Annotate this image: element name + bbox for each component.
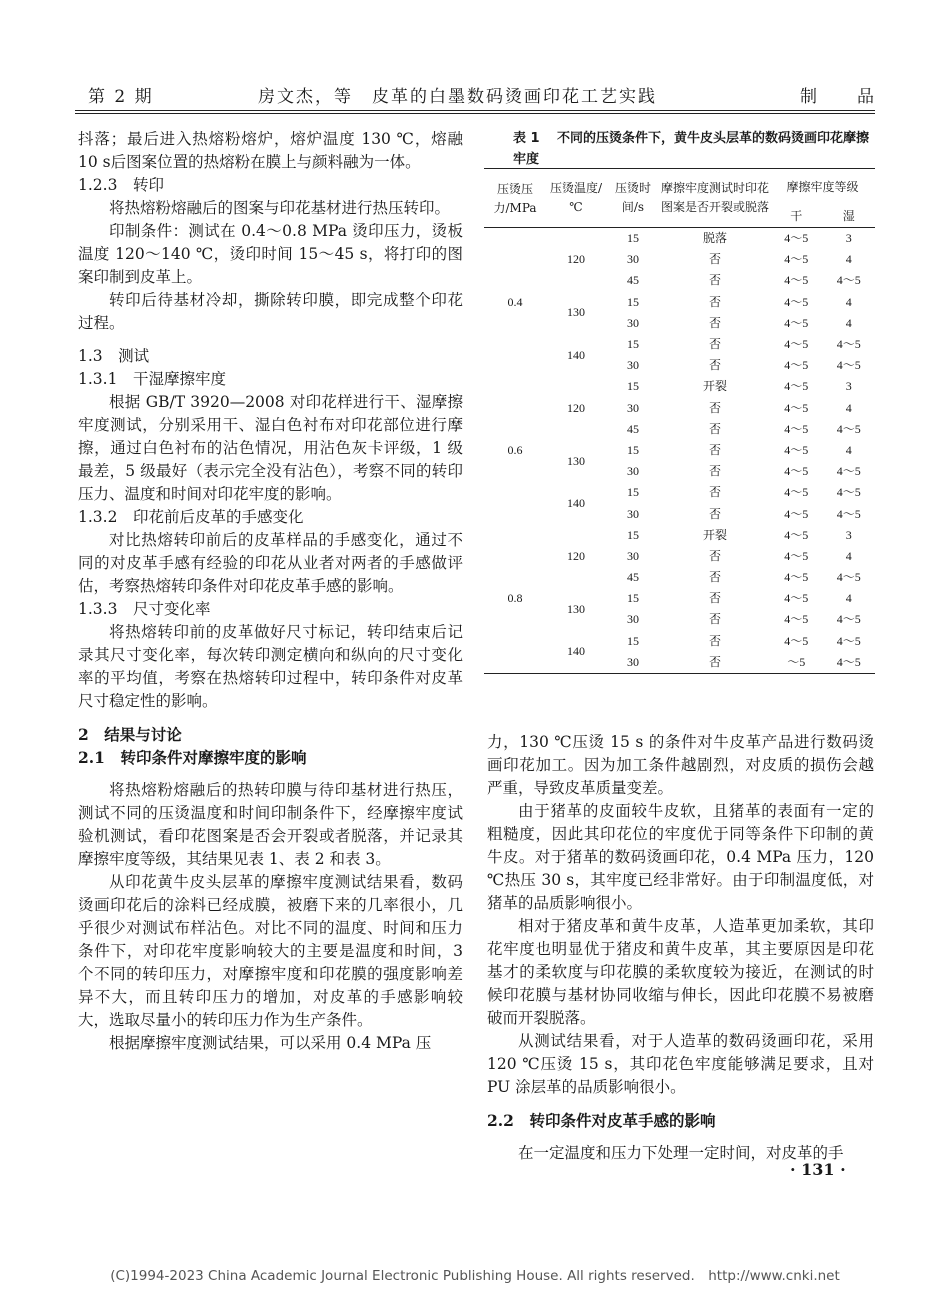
table1-caption: [513, 128, 873, 170]
cell-crack: 否: [708, 485, 721, 500]
cell-dry: 4～5: [784, 591, 809, 606]
cell-wet: 4: [845, 400, 852, 415]
cell-dry: 4～5: [784, 273, 809, 288]
cell-pressure: 0.8: [484, 525, 546, 674]
paragraph: 抖落；最后进入热熔粉熔炉，熔炉温度 130 ℃，熔融 10 s后图案位置的热熔粉在膜上与颜料融为一体。: [78, 130, 463, 171]
cell-time: 30: [627, 464, 639, 479]
cell-crack: 否: [708, 612, 721, 627]
cell-crack: 否: [708, 337, 721, 352]
section-heading: 2.2 转印条件对皮革手感的影响: [487, 1111, 716, 1130]
paragraph: 相对于猪皮革和黄牛皮革，人造革更加柔软，其印花牢度也明显优于猪皮和黄牛皮革，其主要原因是印花基才的柔软度与印花膜的柔软度较为接近，在测试的时候印花膜与基材协同收缩与伸长，因此印花膜不易被磨破而开裂脱落。: [487, 917, 874, 1027]
cell-dry: 4～5: [784, 570, 809, 585]
cell-time: 45: [627, 570, 639, 585]
cell-wet: 4～5: [836, 421, 861, 436]
cell-crack: 否: [708, 570, 721, 585]
cell-wet: 4～5: [836, 570, 861, 585]
cell-temp: 120: [567, 400, 585, 415]
cell-dry: 4～5: [784, 294, 809, 309]
th-temp: 压烫温度/℃: [546, 169, 606, 228]
cell-dry: 4～5: [784, 400, 809, 415]
paragraph-gap: [487, 1132, 874, 1142]
header-rule-thin: [75, 113, 875, 114]
cell-time: 30: [627, 315, 639, 330]
cell-temp: 130: [567, 305, 585, 320]
paragraph: 印制条件：测试在 0.4～0.8 MPa 烫印压力，烫板温度 120～140 ℃，烫印时间 15～45 s，将打印的图案印制到皮革上。: [78, 222, 463, 286]
cell-crack: 否: [708, 442, 721, 457]
copyright-footer: (C)1994-2023 China Academic Journal Electronic Publishing House. All rights reserved. http://www.cnki.net: [110, 1268, 840, 1284]
cell-time: 15: [627, 442, 639, 457]
cell-wet: 4～5: [836, 358, 861, 373]
paragraph: 由于猪革的皮面较牛皮软，且猪革的表面有一定的粗糙度，因此其印花位的牢度优于同等条件下印制的黄牛皮。对于猪革的数码烫画印花，0.4 MPa 压力，120 ℃热压 30 s，其牢度已经非常好。由于印制温度低，对猪革的品质影响很小。: [487, 802, 874, 912]
cell-time: 15: [627, 485, 639, 500]
paragraph: 在一定温度和压力下处理一定时间，对皮革的手: [518, 1144, 844, 1162]
right-column: [487, 731, 874, 1165]
cell-time: 45: [627, 273, 639, 288]
header-rule-thick: [75, 110, 875, 111]
paragraph-gap: [487, 1099, 874, 1109]
cell-dry: ～5: [770, 652, 822, 674]
cell-temp: 140: [567, 347, 585, 362]
paragraph: 将热熔转印前的皮革做好尺寸标记，转印结束后记录其尺寸变化率，每次转印测定横向和纵向的尺寸变化率的平均值，考察在热熔转印过程中，转印条件对皮革尺寸稳定性的影响。: [78, 623, 463, 710]
cell-crack: 否: [708, 273, 721, 288]
table1-body: [484, 228, 875, 674]
cell-wet: 4～5: [836, 612, 861, 627]
page-number: · 131 ·: [790, 1160, 846, 1179]
cell-wet: 3: [845, 379, 852, 394]
cell-crack: 否: [708, 464, 721, 479]
th-crack: 摩擦牢度测试时印花图案是否开裂或脱落: [660, 169, 770, 228]
cell-crack: 否: [708, 294, 721, 309]
cell-dry: 4～5: [784, 358, 809, 373]
paragraph-gap: [78, 713, 463, 723]
paragraph: 从印花黄牛皮头层革的摩擦牢度测试结果看，数码烫画印花后的涂料已经成膜，被磨下来的几率很小，几乎很少对测试布样沾色。对比不同的温度、时间和压力条件下，对印花牢度影响较大的主要是温度和时间，3 个不同的转印压力，对摩擦牢度和印花膜的强度影响差异不大，而且转印压力的增加，对皮革的手感影响较大，选取尽量小的转印压力作为生产条件。: [78, 873, 463, 1029]
paragraph: 将热熔粉熔融后的热转印膜与待印基材进行热压，测试不同的压烫温度和时间印制条件下，经摩擦牢度试验机测试，看印花图案是否会开裂或者脱落，并记录其摩擦牢度等级，其结果见表 1、表 2 和表 3。: [78, 781, 463, 868]
cell-dry: 4～5: [784, 442, 809, 457]
cell-crack: 否: [708, 252, 721, 267]
cell-time: 30: [606, 652, 660, 674]
subsection-heading: 1.3.2 印花前后皮革的手感变化: [78, 508, 304, 526]
paragraph: 从测试结果看，对于人造革的数码烫画印花，采用 120 ℃压烫 15 s，其印花色牢度能够满足要求，且对 PU 涂层革的品质影响很小。: [487, 1032, 874, 1096]
cell-crack: 否: [708, 400, 721, 415]
cell-time: 15: [627, 337, 639, 352]
cell-wet: 4～5: [836, 506, 861, 521]
cell-wet: 4: [845, 548, 852, 563]
table-row: [484, 376, 875, 397]
cell-crack: 脱落: [702, 231, 727, 246]
table-row: [484, 228, 875, 250]
paragraph: 转印后待基材冷却，撕除转印膜，即完成整个印花过程。: [78, 291, 463, 332]
cell-temp: 130: [567, 601, 585, 616]
cell-time: 15: [627, 633, 639, 648]
subsection-heading: 1.3.1 干湿摩擦牢度: [78, 370, 226, 388]
cell-wet: 4: [845, 315, 852, 330]
cell-dry: 4～5: [784, 633, 809, 648]
cell-crack: 否: [708, 315, 721, 330]
cell-time: 45: [627, 421, 639, 436]
table1: [484, 168, 875, 674]
paragraph: 根据 GB/T 3920—2008 对印花样进行干、湿摩擦牢度测试，分别采用干、湿白色衬布对印花部位进行摩擦，通过白色衬布的沾色情况，用沾色灰卡评级，1 级最差，5 级最好（表示完全没有沾色），考察不同的转印压力、温度和时间对印花牢度的影响。: [78, 393, 463, 503]
cell-crack: 否: [708, 358, 721, 373]
cell-pressure: 0.6: [507, 442, 523, 457]
cell-time: 15: [627, 527, 639, 542]
cell-wet: 4: [845, 252, 852, 267]
cell-dry: 4～5: [784, 315, 809, 330]
cell-time: 30: [627, 612, 639, 627]
cell-crack: 否: [708, 591, 721, 606]
paragraph-gap: [78, 769, 463, 779]
journal-issue: 第 2 期: [88, 87, 154, 107]
cell-dry: 4～5: [784, 527, 809, 542]
cell-crack: 开裂: [702, 527, 727, 542]
cell-time: 15: [627, 231, 639, 246]
section-label: 制 品: [800, 87, 876, 107]
cell-crack: 开裂: [702, 379, 727, 394]
cell-dry: 4～5: [784, 252, 809, 267]
cell-time: 30: [627, 400, 639, 415]
paragraph: 对比热熔转印前后的皮革样品的手感变化，通过不同的对皮革手感有经验的印花从业者对两者的手感做评估，考察热熔转印条件对印花皮革手感的影响。: [78, 531, 463, 595]
cell-dry: 4～5: [784, 337, 809, 352]
section-heading: 2 结果与讨论: [78, 725, 182, 744]
cell-time: 30: [627, 252, 639, 267]
cell-wet: 4: [845, 591, 852, 606]
cell-wet: 4: [845, 442, 852, 457]
paragraph: 根据摩擦牢度测试结果，可以采用 0.4 MPa 压: [109, 1034, 432, 1052]
cell-wet: 4: [845, 294, 852, 309]
cell-wet: 4～5: [836, 337, 861, 352]
cell-pressure: 0.4: [507, 294, 523, 309]
cell-dry: 4～5: [784, 379, 809, 394]
th-time: 压烫时间/s: [606, 169, 660, 228]
th-dry: 干: [770, 205, 822, 228]
cell-temp: 120: [567, 252, 585, 267]
subsection-heading: 1.3 测试: [78, 347, 150, 365]
running-title: 房文杰，等 皮革的白墨数码烫画印花工艺实践: [258, 87, 657, 107]
cell-crack: 否: [660, 652, 770, 674]
cell-wet: 4～5: [836, 464, 861, 479]
cell-dry: 4～5: [784, 506, 809, 521]
cell-time: 15: [627, 379, 639, 394]
cell-crack: 否: [708, 548, 721, 563]
cell-wet: 4～5: [836, 273, 861, 288]
subsection-heading: 1.2.3 转印: [78, 176, 164, 194]
cell-wet: 4～5: [822, 652, 875, 674]
cell-crack: 否: [708, 506, 721, 521]
section-heading: 2.1 转印条件对摩擦牢度的影响: [78, 748, 307, 767]
cell-wet: 3: [845, 231, 852, 246]
th-pressure: 压烫压力/MPa: [484, 169, 546, 228]
cell-wet: 4～5: [836, 485, 861, 500]
cell-temp: 120: [567, 548, 585, 563]
cell-time: 15: [627, 294, 639, 309]
cell-time: 15: [627, 591, 639, 606]
cell-temp: 130: [567, 453, 585, 468]
cell-dry: 4～5: [784, 612, 809, 627]
paragraph: 力，130 ℃压烫 15 s 的条件对牛皮革产品进行数码烫画印花加工。因为加工条件越剧烈，对皮质的损伤会越严重，导致皮革质量变差。: [487, 733, 874, 797]
cell-temp: 140: [546, 631, 606, 674]
cell-dry: 4～5: [784, 485, 809, 500]
cell-crack: 否: [708, 633, 721, 648]
cell-wet: 4～5: [836, 633, 861, 648]
cell-dry: 4～5: [784, 464, 809, 479]
cell-time: 30: [627, 506, 639, 521]
table-row: [484, 525, 875, 546]
cell-dry: 4～5: [784, 421, 809, 436]
cell-temp: 140: [567, 495, 585, 510]
cell-crack: 否: [708, 421, 721, 436]
subsection-heading: 1.3.3 尺寸变化率: [78, 600, 211, 618]
left-column: [78, 128, 463, 1055]
paragraph-gap: [78, 335, 463, 345]
th-grade: 摩擦牢度等级: [786, 179, 859, 194]
th-wet: 湿: [822, 205, 875, 228]
table1-caption-label: 表 1: [513, 131, 540, 146]
cell-wet: 3: [845, 527, 852, 542]
cell-time: 30: [627, 548, 639, 563]
table1-caption-text: 不同的压烫条件下，黄牛皮头层革的数码烫画印花摩擦牢度: [513, 131, 870, 167]
paragraph: 将热熔粉熔融后的图案与印花基材进行热压转印。: [109, 199, 451, 217]
cell-time: 30: [627, 358, 639, 373]
cell-dry: 4～5: [784, 548, 809, 563]
cell-dry: 4～5: [784, 231, 809, 246]
